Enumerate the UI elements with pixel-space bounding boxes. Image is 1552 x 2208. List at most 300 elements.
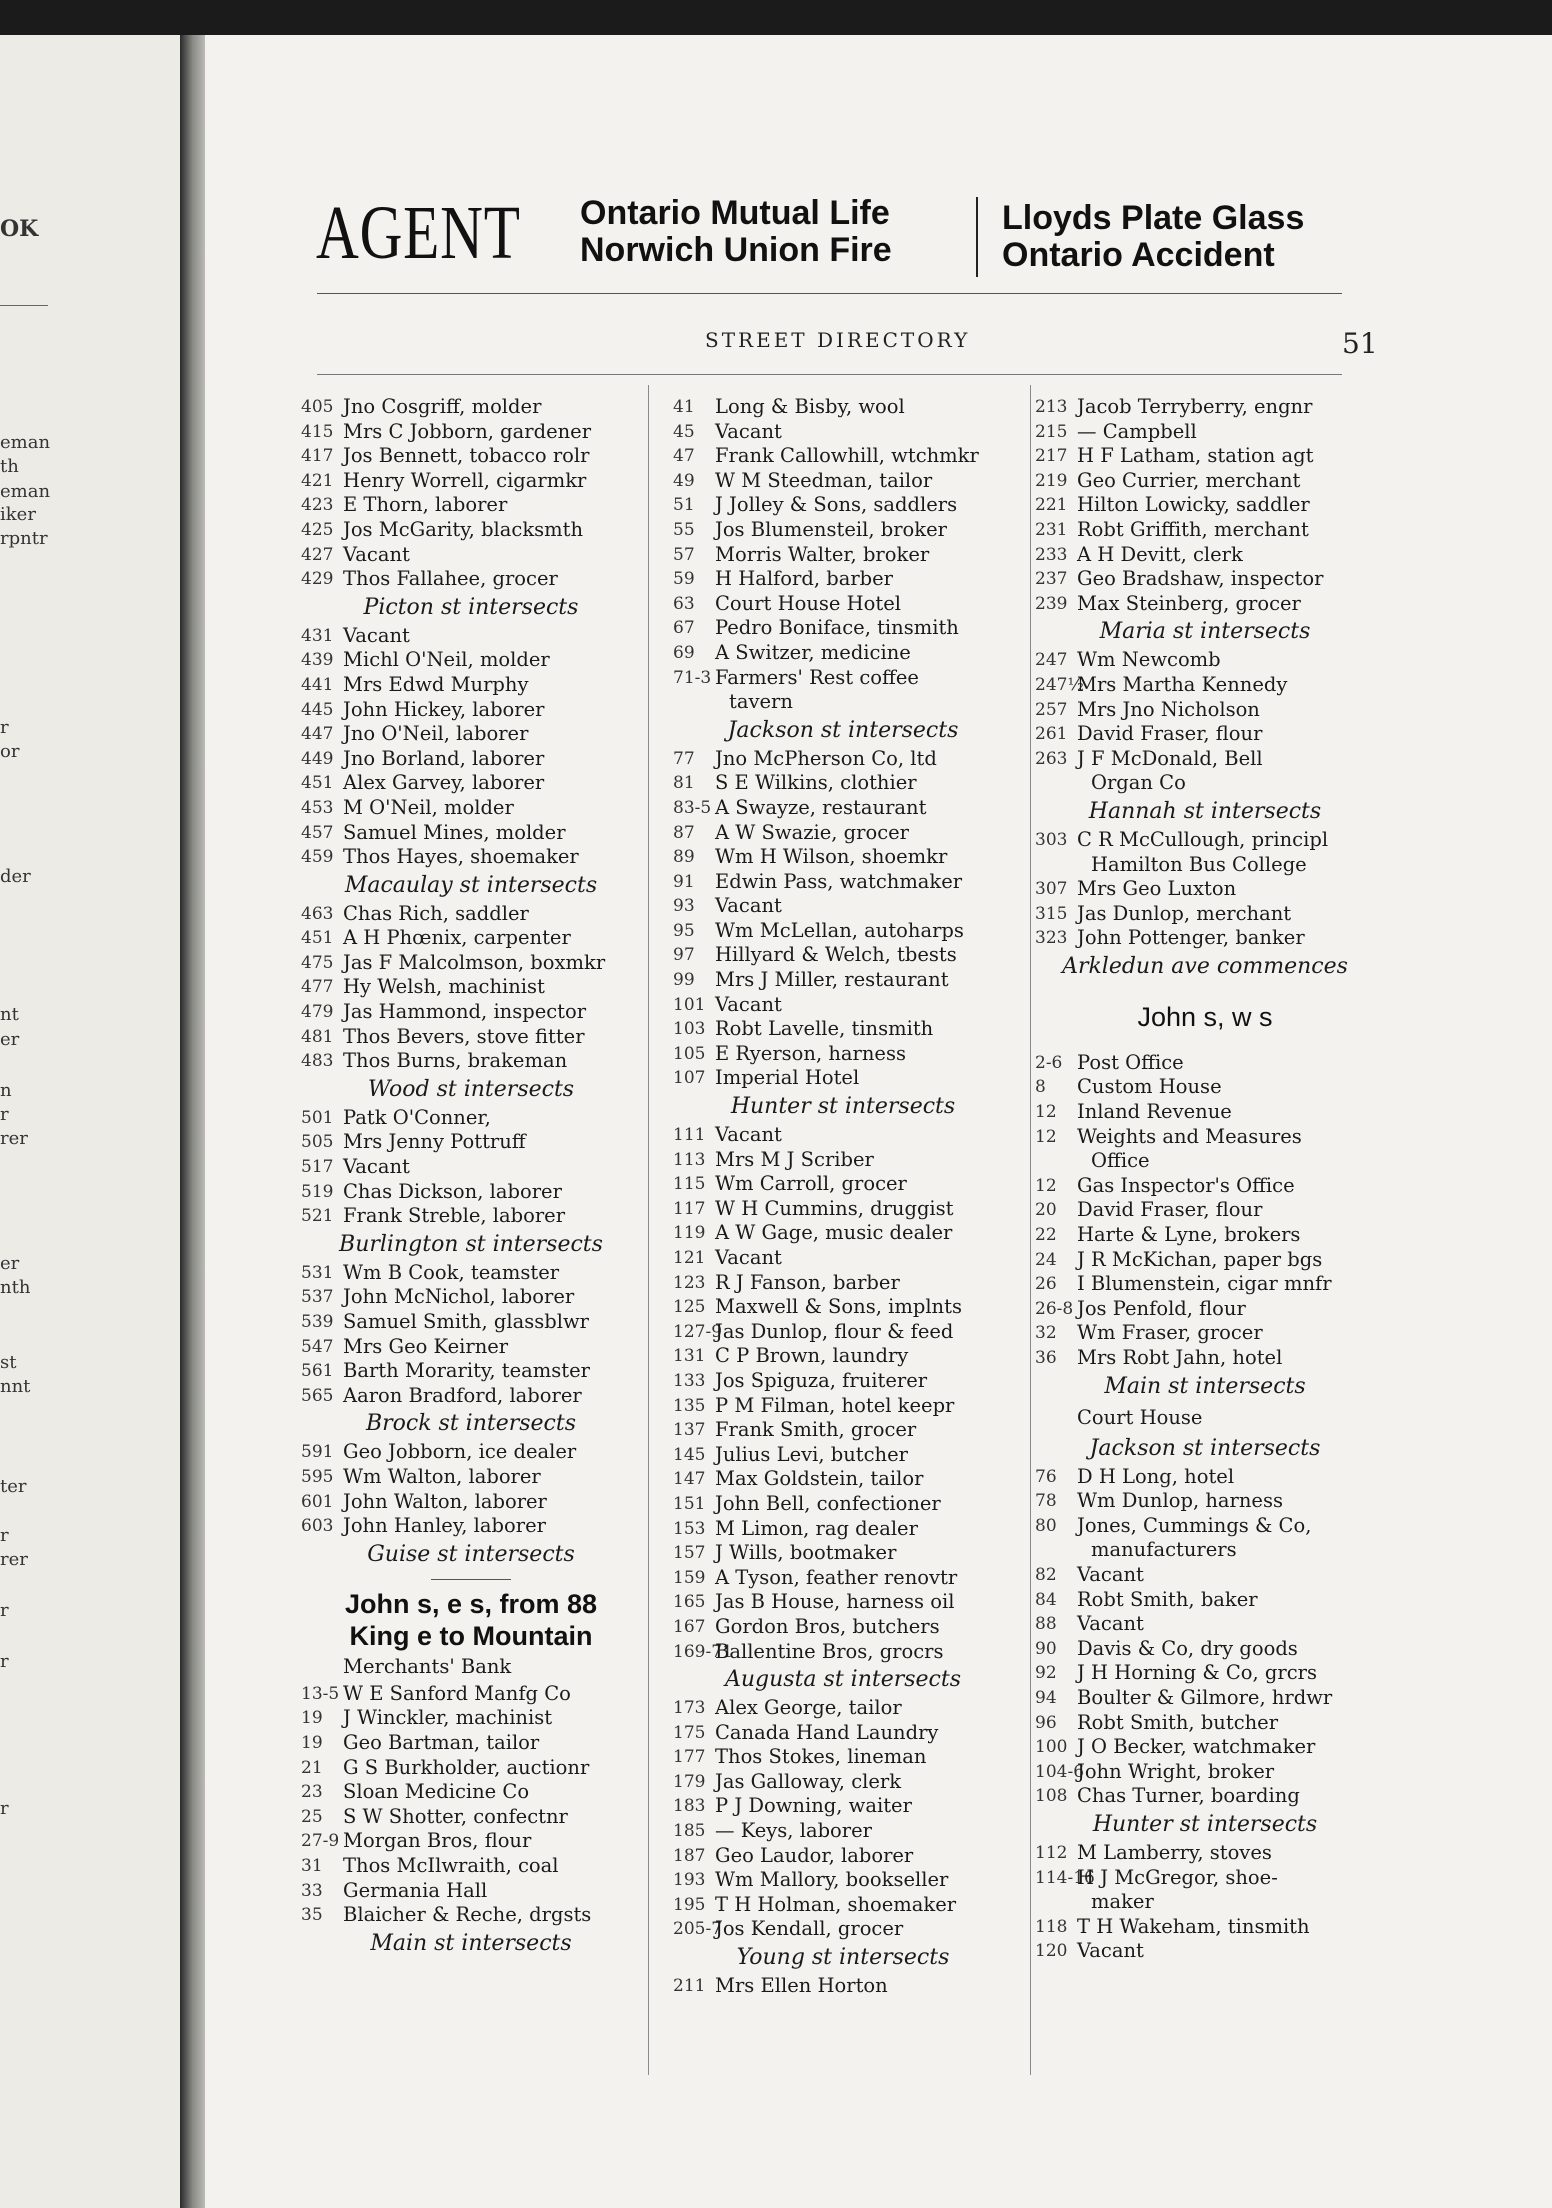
- prev-page-fragment: er: [0, 1253, 20, 1274]
- street-number: 429: [301, 569, 334, 590]
- street-number: 425: [301, 519, 334, 540]
- directory-entry: [301, 1130, 641, 1155]
- occupant: Jas Hammond, inspector: [343, 1000, 587, 1024]
- directory-entry: [301, 951, 641, 976]
- street-number: 103: [673, 1019, 706, 1040]
- street-section-title: John s, e s, from 88: [344, 1588, 598, 1619]
- directory-entry: [1035, 1051, 1375, 1076]
- street-number: 95: [673, 920, 695, 941]
- street-number: 82: [1035, 1564, 1057, 1585]
- occupant: Alex George, tailor: [715, 1696, 902, 1720]
- street-number: 2-6: [1035, 1052, 1063, 1073]
- running-head-rule: [317, 374, 1342, 375]
- occupant: Jos Penfold, flour: [1077, 1296, 1246, 1320]
- directory-entry: [1035, 747, 1375, 772]
- street-number: 84: [1035, 1589, 1057, 1610]
- occupant: A W Swazie, grocer: [715, 820, 909, 844]
- directory-entry: [1035, 1686, 1375, 1711]
- prev-page-fragment: th: [0, 456, 19, 477]
- street-number: 115: [673, 1174, 706, 1195]
- directory-entry: [301, 1903, 641, 1928]
- directory-entry: [1035, 1637, 1375, 1662]
- prev-page-fragment: r: [0, 1651, 9, 1672]
- street-number: 239: [1035, 593, 1068, 614]
- directory-entry: [673, 1148, 1013, 1173]
- occupant: R J Fanson, barber: [715, 1270, 900, 1294]
- street-number: 183: [673, 1796, 706, 1817]
- directory-entry: [1035, 698, 1375, 723]
- directory-entry: [1035, 1321, 1375, 1346]
- directory-entry: [301, 1335, 641, 1360]
- street-number: 195: [673, 1894, 706, 1915]
- directory-entry: [1035, 1588, 1375, 1613]
- occupant: C P Brown, laundry: [715, 1344, 909, 1368]
- occupant: Mrs Edwd Murphy: [343, 672, 529, 696]
- occupant: Wm B Cook, teamster: [343, 1260, 560, 1284]
- street-number: 59: [673, 569, 695, 590]
- entry-continuation: tavern: [729, 690, 793, 714]
- occupant: Farmers' Rest coffee: [715, 665, 919, 689]
- street-number: 215: [1035, 421, 1068, 442]
- occupant: Morris Walter, broker: [715, 542, 930, 566]
- occupant: Robt Smith, butcher: [1077, 1710, 1279, 1734]
- prev-page-fragment: nth: [0, 1277, 31, 1298]
- street-number: 179: [673, 1771, 706, 1792]
- occupant: Robt Griffith, merchant: [1077, 517, 1309, 541]
- directory-entry: [673, 493, 1013, 518]
- street-number: 153: [673, 1518, 706, 1539]
- occupant: John Hanley, laborer: [343, 1514, 546, 1538]
- street-number: 123: [673, 1272, 706, 1293]
- occupant: P M Filman, hotel keepr: [715, 1393, 955, 1417]
- directory-entry: [301, 1106, 641, 1131]
- occupant: Blaicher & Reche, drgsts: [343, 1903, 592, 1927]
- street-number: 159: [673, 1567, 706, 1588]
- occupant: Aaron Bradford, laborer: [343, 1383, 582, 1407]
- directory-entry: [1035, 1346, 1375, 1371]
- directory-entry: [673, 1221, 1013, 1246]
- cross-street-heading: Young st intersects: [736, 1945, 950, 1971]
- directory-entry: [673, 1467, 1013, 1492]
- directory-entry: [673, 943, 1013, 968]
- street-number: 261: [1035, 724, 1068, 745]
- occupant: T H Wakeham, tinsmith: [1077, 1914, 1310, 1938]
- street-number: 421: [301, 470, 334, 491]
- street-number: 63: [673, 593, 695, 614]
- directory-entry: [1035, 1223, 1375, 1248]
- occupant: J R McKichan, paper bgs: [1077, 1247, 1323, 1271]
- directory-entry: [301, 796, 641, 821]
- directory-entry: [673, 1770, 1013, 1795]
- occupant: D H Long, hotel: [1077, 1464, 1235, 1488]
- brace-divider: [976, 197, 984, 277]
- street-number: 77: [673, 748, 695, 769]
- street-number: 539: [301, 1312, 334, 1332]
- street-number: 175: [673, 1722, 706, 1743]
- directory-entry: [673, 518, 1013, 543]
- street-number: 104-6: [1035, 1761, 1085, 1782]
- cross-street-heading: Hannah st intersects: [1088, 798, 1322, 824]
- directory-entry: [1035, 1939, 1375, 1964]
- cross-street-heading: Augusta st intersects: [724, 1667, 962, 1693]
- previous-page-edge: [0, 35, 188, 2208]
- directory-entry: [673, 1794, 1013, 1819]
- directory-entry: [1035, 395, 1375, 420]
- street-number: 41: [673, 397, 695, 417]
- occupant: Custom House: [1077, 1075, 1222, 1099]
- street-number: 441: [301, 674, 334, 695]
- directory-entry: [673, 1369, 1013, 1394]
- street-number: 83-5: [673, 797, 712, 818]
- directory-entry: [301, 1025, 641, 1050]
- occupant: Barth Morarity, teamster: [343, 1359, 590, 1383]
- directory-entry: [673, 567, 1013, 592]
- directory-entry: [1035, 828, 1375, 853]
- directory-entry: [301, 1359, 641, 1384]
- occupant: Jos McGarity, blacksmth: [343, 517, 584, 541]
- occupant: Vacant: [1077, 1612, 1144, 1636]
- entry-continuation: Organ Co: [1091, 771, 1186, 795]
- occupant: John Wright, broker: [1077, 1759, 1275, 1783]
- cross-street-heading: Wood st intersects: [367, 1076, 575, 1102]
- directory-entry: [301, 1049, 641, 1074]
- directory-entry: [301, 1180, 641, 1205]
- directory-entry: [301, 1285, 641, 1310]
- directory-entry: [673, 1590, 1013, 1615]
- directory-entry: [673, 1492, 1013, 1517]
- insurer-ontario-mutual-life: Ontario Mutual Life: [580, 194, 890, 232]
- directory-entry: [1035, 1784, 1375, 1809]
- occupant: Samuel Mines, molder: [343, 820, 566, 844]
- occupant: Vacant: [715, 1246, 782, 1269]
- prev-page-fragment: r: [0, 717, 9, 738]
- occupant: H Halford, barber: [715, 567, 894, 591]
- directory-entry: [301, 1854, 641, 1879]
- street-number: 35: [301, 1905, 323, 1926]
- street-number: 423: [301, 495, 334, 516]
- street-number: 303: [1035, 829, 1068, 850]
- street-number: 219: [1035, 470, 1068, 491]
- occupant: T H Holman, shoemaker: [715, 1892, 957, 1916]
- column-divider: [1030, 385, 1031, 2075]
- directory-entry: [673, 1320, 1013, 1345]
- occupant: Inland Revenue: [1077, 1100, 1232, 1124]
- occupant: Boulter & Gilmore, hrdwr: [1077, 1685, 1333, 1709]
- street-number: 595: [301, 1466, 334, 1487]
- occupant: Gas Inspector's Office: [1077, 1173, 1295, 1197]
- street-number: 453: [301, 797, 334, 818]
- prev-page-fragment: der: [0, 866, 31, 887]
- prev-page-fragment: r: [0, 1600, 9, 1621]
- street-number: 445: [301, 699, 334, 720]
- street-number: 13-5: [301, 1683, 340, 1704]
- directory-entry: [673, 1640, 1013, 1665]
- insurer-lloyds-plate-glass: Lloyds Plate Glass: [1002, 199, 1305, 237]
- prev-page-fragment: r: [0, 1525, 9, 1546]
- occupant: E Ryerson, harness: [715, 1041, 906, 1065]
- page-number: 51: [1342, 327, 1378, 360]
- directory-entry: [1035, 1735, 1375, 1760]
- prev-page-fragment: r: [0, 1104, 9, 1125]
- occupant: Samuel Smith, glassblwr: [343, 1310, 589, 1333]
- directory-entry: [1035, 1272, 1375, 1297]
- street-number: 101: [673, 994, 706, 1015]
- street-number: 93: [673, 896, 695, 917]
- street-number: 108: [1035, 1786, 1068, 1807]
- street-number: 131: [673, 1346, 706, 1367]
- street-number: 165: [673, 1592, 706, 1613]
- occupant: Frank Streble, laborer: [343, 1204, 566, 1228]
- street-number: 517: [301, 1157, 334, 1178]
- street-number: 87: [673, 822, 695, 843]
- occupant: Thos Burns, brakeman: [343, 1049, 568, 1073]
- directory-entry: [301, 469, 641, 494]
- prev-page-fragment: er: [0, 1029, 20, 1050]
- occupant: Jos Bennett, tobacco rolr: [343, 444, 590, 468]
- street-number: 463: [301, 903, 334, 924]
- directory-entry: [673, 1295, 1013, 1320]
- occupant: John McNichol, laborer: [343, 1285, 575, 1309]
- directory-entry: [301, 1780, 641, 1805]
- street-number: 521: [301, 1206, 334, 1227]
- street-number: 257: [1035, 699, 1068, 720]
- directory-entry: [1035, 1841, 1375, 1866]
- directory-entry: [1035, 592, 1375, 617]
- directory-entry: [301, 673, 641, 698]
- directory-entry: [673, 1868, 1013, 1893]
- occupant: M O'Neil, molder: [343, 795, 514, 819]
- directory-entry: [1035, 1489, 1375, 1514]
- street-number: 231: [1035, 519, 1068, 540]
- street-number: 97: [673, 945, 695, 966]
- occupant: Wm Walton, laborer: [343, 1464, 541, 1488]
- occupant: Gordon Bros, butchers: [715, 1614, 940, 1638]
- occupant: Mrs Jenny Pottruff: [343, 1130, 526, 1154]
- street-number: 55: [673, 519, 695, 540]
- directory-entry: [673, 870, 1013, 895]
- street-number: 19: [301, 1708, 323, 1729]
- directory-entry: [301, 1465, 641, 1490]
- cross-street-heading: Main st intersects: [1104, 1373, 1306, 1399]
- street-number: 439: [301, 650, 334, 671]
- insurer-ontario-accident: Ontario Accident: [1002, 236, 1275, 274]
- section-rule: [431, 1579, 511, 1580]
- occupant: John Hickey, laborer: [343, 697, 545, 721]
- occupant: David Fraser, flour: [1077, 1198, 1263, 1222]
- directory-entry: [301, 902, 641, 927]
- occupant: Jas Dunlop, merchant: [1077, 901, 1292, 925]
- prev-page-rule: [0, 305, 48, 306]
- directory-entry: [673, 1517, 1013, 1542]
- directory-entry: [1035, 1174, 1375, 1199]
- occupant: H J McGregor, shoe-: [1077, 1865, 1278, 1889]
- directory-entry: [1035, 1760, 1375, 1785]
- street-number: 8: [1035, 1077, 1046, 1098]
- street-number: 88: [1035, 1614, 1057, 1635]
- street-number: 211: [673, 1976, 706, 1997]
- occupant: Jos Kendall, grocer: [715, 1917, 904, 1941]
- directory-entry: [301, 648, 641, 673]
- cross-street-heading: Guise st intersects: [367, 1541, 575, 1567]
- directory-entry: [673, 1017, 1013, 1042]
- street-number: 12: [1035, 1102, 1057, 1123]
- occupant: Hilton Lowicky, saddler: [1077, 493, 1310, 517]
- street-number: 315: [1035, 903, 1068, 924]
- occupant: Mrs Geo Keirner: [343, 1334, 509, 1358]
- occupant: Mrs Geo Luxton: [1077, 877, 1237, 901]
- occupant: Mrs M J Scriber: [715, 1147, 874, 1171]
- directory-entry: [301, 975, 641, 1000]
- prev-page-fragment: iker: [0, 504, 36, 525]
- street-number: 157: [673, 1543, 706, 1564]
- directory-entry: [673, 1394, 1013, 1419]
- cross-street-heading: Macaulay st intersects: [344, 872, 598, 898]
- occupant: Mrs Martha Kennedy: [1077, 672, 1288, 696]
- street-number: 12: [1035, 1126, 1057, 1147]
- street-number: 417: [301, 446, 334, 467]
- directory-entry: [1035, 567, 1375, 592]
- street-number: 415: [301, 421, 334, 442]
- street-number: 483: [301, 1051, 334, 1072]
- occupant: Geo Bradshaw, inspector: [1077, 567, 1324, 591]
- directory-entry: [673, 1721, 1013, 1746]
- directory-entry: [673, 666, 1013, 691]
- directory-entry: [301, 1490, 641, 1515]
- occupant: Mrs Robt Jahn, hotel: [1077, 1346, 1283, 1369]
- occupant: J Jolley & Sons, saddlers: [715, 493, 958, 517]
- occupant: Jas B House, harness oil: [715, 1590, 955, 1614]
- street-number: 427: [301, 544, 334, 565]
- directory-entry: [301, 395, 641, 420]
- occupant: Thos McIlwraith, coal: [343, 1853, 559, 1877]
- directory-entry: [301, 926, 641, 951]
- occupant: Thos Stokes, lineman: [715, 1745, 927, 1769]
- directory-entry: [1035, 1915, 1375, 1940]
- directory-entry: [1035, 1866, 1375, 1891]
- directory-entry: [301, 1879, 641, 1904]
- street-number: 323: [1035, 928, 1068, 949]
- directory-entry: [301, 845, 641, 870]
- street-number: 135: [673, 1395, 706, 1416]
- directory-entry: [1035, 469, 1375, 494]
- street-number: 479: [301, 1002, 334, 1023]
- street-number: 147: [673, 1469, 706, 1490]
- street-number: 113: [673, 1149, 706, 1170]
- street-number: 32: [1035, 1323, 1057, 1344]
- occupant: J O Becker, watchmaker: [1077, 1735, 1316, 1759]
- street-number: 20: [1035, 1200, 1057, 1221]
- street-number: 23: [301, 1782, 323, 1803]
- prev-page-fragment: OK: [0, 216, 39, 242]
- directory-entry: [301, 1682, 641, 1707]
- street-number: 114-16: [1035, 1867, 1095, 1888]
- occupant: J Winckler, machinist: [343, 1706, 553, 1730]
- street-number: 169-71: [673, 1641, 733, 1662]
- directory-entry: [673, 641, 1013, 666]
- occupant: Wm Carroll, grocer: [715, 1172, 907, 1196]
- street-number: 121: [673, 1248, 706, 1268]
- occupant: Frank Smith, grocer: [715, 1418, 917, 1442]
- directory-entry: [673, 1745, 1013, 1770]
- entry-continuation: manufacturers: [1091, 1538, 1237, 1562]
- directory-entry: [1035, 1661, 1375, 1686]
- street-number: 33: [301, 1880, 323, 1901]
- occupant: Edwin Pass, watchmaker: [715, 869, 963, 893]
- directory-entry: [1035, 926, 1375, 951]
- occupant: Henry Worrell, cigarmkr: [343, 468, 587, 492]
- directory-entry: [673, 1541, 1013, 1566]
- directory-entry: [673, 821, 1013, 846]
- prev-page-fragment: rpntr: [0, 528, 48, 549]
- header-rule: [317, 293, 1342, 294]
- directory-entry: [1035, 1297, 1375, 1322]
- street-number: 459: [301, 847, 334, 868]
- cross-street-heading: Hunter st intersects: [1092, 1811, 1318, 1837]
- occupant: Max Steinberg, grocer: [1077, 591, 1301, 615]
- directory-entry: [673, 592, 1013, 617]
- directory-entry: [1035, 1465, 1375, 1490]
- directory-entry: [673, 1344, 1013, 1369]
- directory-entry: [1035, 1100, 1375, 1125]
- directory-entry: [673, 1418, 1013, 1443]
- occupant: P J Downing, waiter: [715, 1794, 912, 1818]
- occupant: David Fraser, flour: [1077, 722, 1263, 746]
- street-number: 89: [673, 847, 695, 868]
- street-number: 26-8: [1035, 1298, 1074, 1319]
- column-divider: [648, 385, 649, 2075]
- street-number: 447: [301, 724, 334, 745]
- occupant: Jos Blumensteil, broker: [715, 517, 947, 541]
- occupant: A H Devitt, clerk: [1077, 542, 1243, 566]
- street-number: 111: [673, 1125, 706, 1146]
- street-number: 67: [673, 618, 695, 639]
- occupant: Jas Dunlop, flour & feed: [715, 1319, 954, 1343]
- directory-entry: [673, 1172, 1013, 1197]
- directory-entry: [301, 1731, 641, 1756]
- street-number: 99: [673, 970, 695, 991]
- street-number: 247: [1035, 650, 1068, 671]
- directory-entry: [673, 1042, 1013, 1067]
- directory-entry: [1035, 1612, 1375, 1637]
- street-number: 137: [673, 1420, 706, 1441]
- insurers-right: [1002, 200, 1304, 274]
- street-number: 92: [1035, 1663, 1057, 1684]
- occupant: Wm Fraser, grocer: [1077, 1321, 1263, 1345]
- prev-page-fragment: rer: [0, 1549, 28, 1570]
- prev-page-fragment: nt: [0, 1004, 19, 1025]
- directory-entry: [1035, 902, 1375, 927]
- occupant: Geo Jobborn, ice dealer: [343, 1440, 577, 1464]
- street-number: 565: [301, 1385, 334, 1406]
- directory-entry: [1035, 1248, 1375, 1273]
- directory-entry: [673, 395, 1013, 420]
- street-number: 119: [673, 1223, 706, 1244]
- occupant: Mrs C Jobborn, gardener: [343, 419, 592, 443]
- entry-continuation: maker: [1091, 1890, 1154, 1914]
- street-number: 90: [1035, 1638, 1057, 1659]
- street-number: 431: [301, 625, 334, 646]
- occupant: S E Wilkins, clothier: [715, 771, 917, 795]
- occupant: A H Phœnix, carpenter: [343, 926, 571, 950]
- occupant: — Keys, laborer: [715, 1819, 872, 1843]
- directory-entry: [673, 1197, 1013, 1222]
- street-number: 105: [673, 1043, 706, 1064]
- street-number: 185: [673, 1821, 706, 1842]
- directory-entry: [1035, 1711, 1375, 1736]
- directory-entry: [301, 722, 641, 747]
- street-number: 80: [1035, 1515, 1057, 1536]
- street-number: 591: [301, 1442, 334, 1463]
